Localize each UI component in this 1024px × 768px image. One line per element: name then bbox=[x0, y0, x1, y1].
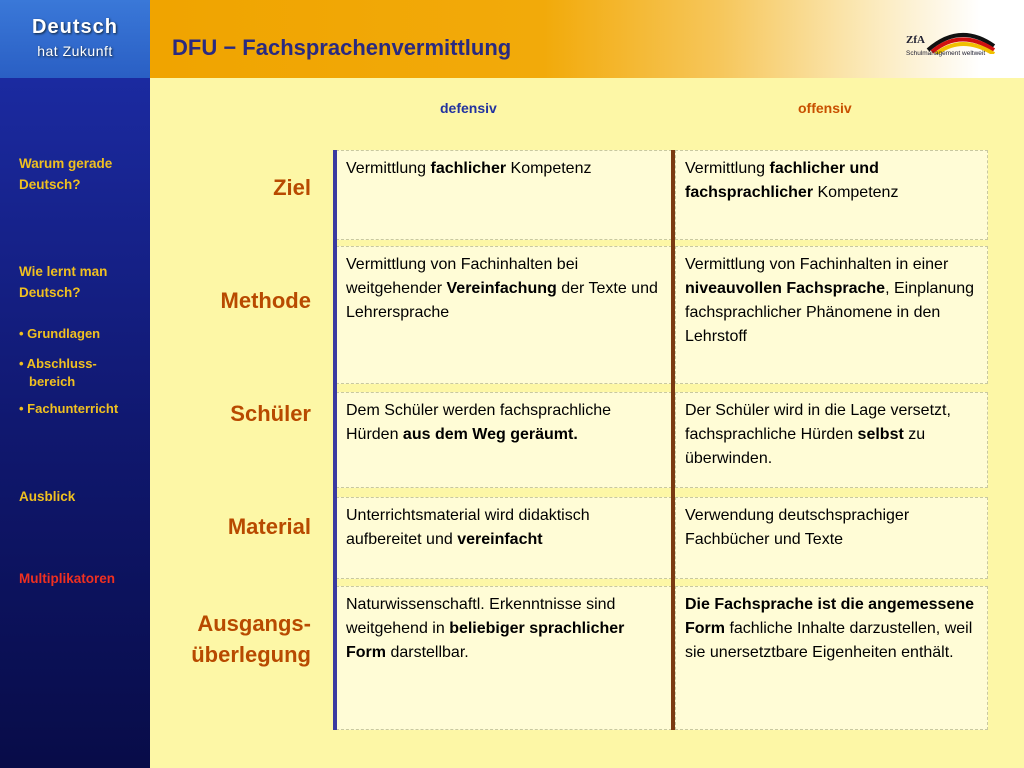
cell-text-bold: Die Fachsprache ist die angemessene Form bbox=[685, 596, 975, 637]
nav-grundlagen[interactable] bbox=[19, 325, 100, 343]
row-label-methode: Methode bbox=[220, 288, 311, 313]
page-title: DFU − Fachsprachenvermittlung bbox=[172, 35, 512, 60]
nav-line: bereich bbox=[29, 374, 76, 389]
nav-abschlussbereich[interactable] bbox=[19, 355, 97, 391]
divider-left bbox=[333, 150, 337, 730]
cell-material-offensiv bbox=[675, 497, 988, 579]
cell-text-bold: beliebiger sprachlicher Form bbox=[346, 620, 625, 661]
nav-line: Deutsch? bbox=[19, 285, 81, 300]
row-label-line: überlegung bbox=[191, 642, 311, 667]
cell-text: Kompetenz bbox=[506, 160, 592, 177]
cell-text: Naturwissenschaftl. Erkenntnisse sind weitgehend in bbox=[346, 596, 616, 637]
deutsch-logo bbox=[0, 0, 150, 78]
cell-text: Vermittlung von Fachinhalten in einer bbox=[685, 256, 949, 273]
row-label-material: Material bbox=[227, 514, 311, 539]
header-bar bbox=[150, 0, 1024, 78]
row-label-line: Ausgangs- bbox=[197, 611, 311, 636]
cell-methode-offensiv bbox=[675, 246, 988, 384]
cell-ziel-offensiv bbox=[675, 150, 988, 240]
nav-line: • Fachunterricht bbox=[19, 401, 119, 416]
zfa-logo bbox=[906, 28, 1006, 62]
nav-fachunterricht[interactable] bbox=[19, 400, 118, 418]
cell-ausgang-offensiv bbox=[675, 586, 988, 730]
cell-text-bold: selbst bbox=[857, 426, 904, 443]
cell-text-bold: fachlicher und fachsprachlicher bbox=[685, 160, 879, 201]
cell-ausgang-defensiv bbox=[336, 586, 672, 730]
divider-middle bbox=[671, 150, 675, 730]
column-header-offensiv: offensiv bbox=[798, 100, 852, 116]
cell-text: Vermittlung bbox=[685, 160, 770, 177]
nav-line: Warum gerade bbox=[19, 156, 113, 171]
cell-ziel-defensiv bbox=[336, 150, 672, 240]
cell-methode-defensiv bbox=[336, 246, 672, 384]
cell-text: der Texte und Lehrersprache bbox=[346, 280, 658, 321]
nav-warum-deutsch[interactable] bbox=[19, 153, 112, 195]
row-label-schueler: Schüler bbox=[230, 401, 311, 426]
nav-line: Ausblick bbox=[19, 489, 76, 504]
cell-text-bold: vereinfacht bbox=[457, 531, 543, 548]
cell-text: Vermittlung von Fachinhalten bei weitgehender bbox=[346, 256, 579, 297]
cell-text-bold: niveauvollen Fachsprache bbox=[685, 280, 886, 297]
nav-ausblick[interactable] bbox=[19, 486, 75, 507]
nav-line: • Grundlagen bbox=[19, 326, 101, 341]
logo-line1: Deutsch bbox=[32, 16, 118, 38]
cell-text: zu überwinden. bbox=[685, 426, 926, 467]
zfa-text: ZfA bbox=[906, 34, 925, 46]
nav-multiplikatoren[interactable] bbox=[19, 568, 115, 589]
cell-text: Vermittlung bbox=[346, 160, 431, 177]
cell-material-defensiv bbox=[336, 497, 672, 579]
cell-text: Dem Schüler werden fachsprachliche Hürden bbox=[346, 402, 612, 443]
column-header-defensiv: defensiv bbox=[440, 100, 497, 116]
cell-text-bold: Vereinfachung bbox=[446, 280, 557, 297]
zfa-subtitle: Schulmanagement weltweit bbox=[906, 50, 986, 57]
cell-text: , Einplanung fachsprachlicher Phänomene in den Lehrstoff bbox=[685, 280, 975, 345]
logo-line2: hat Zukunft bbox=[37, 43, 113, 59]
nav-wie-lernt-man[interactable] bbox=[19, 261, 107, 303]
cell-text: Kompetenz bbox=[813, 184, 899, 201]
nav-line: • Abschluss- bbox=[19, 356, 97, 371]
nav-line: Multiplikatoren bbox=[19, 571, 116, 586]
cell-text: Unterrichtsmaterial wird didaktisch aufbereitet und bbox=[346, 507, 590, 548]
cell-text: Der Schüler wird in die Lage versetzt, fachsprachliche Hürden bbox=[685, 402, 951, 443]
nav-line: Wie lernt man bbox=[19, 264, 108, 279]
cell-text: darstellbar. bbox=[386, 644, 469, 661]
row-label-ausgangsueberlegung bbox=[191, 608, 311, 670]
cell-schueler-defensiv bbox=[336, 392, 672, 488]
cell-schueler-offensiv bbox=[675, 392, 988, 488]
nav-line: Deutsch? bbox=[19, 177, 81, 192]
cell-text: Verwendung deutschsprachiger Fachbücher und Texte bbox=[685, 507, 910, 548]
row-label-ziel: Ziel bbox=[273, 175, 311, 200]
cell-text: fachliche Inhalte darzustellen, weil sie unersetztbare Eigenheiten enthält. bbox=[685, 620, 973, 661]
cell-text-bold: fachlicher bbox=[430, 160, 507, 177]
cell-text-bold: aus dem Weg geräumt. bbox=[402, 426, 578, 443]
